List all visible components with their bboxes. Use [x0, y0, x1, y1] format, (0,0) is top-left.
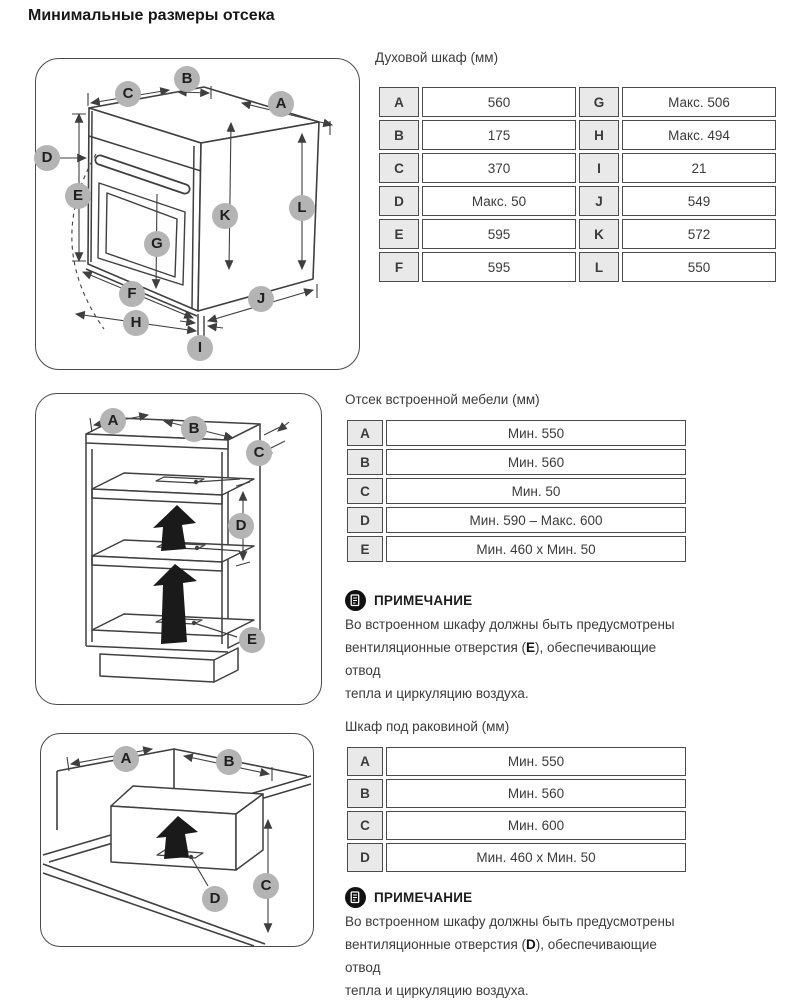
- dim-value-cell: Мин. 550: [386, 747, 686, 776]
- builtin-table-title: Отсек встроенной мебели (мм): [345, 392, 540, 407]
- note-line: вентиляционные отверстия (D), обеспечивающие отвод: [345, 937, 657, 975]
- dim-value-cell: Мин. 590 – Макс. 600: [386, 507, 686, 533]
- oven-table: [376, 84, 779, 285]
- note-heading: ПРИМЕЧАНИЕ: [374, 593, 473, 608]
- dim-label-d: D: [228, 513, 254, 539]
- dim-key-cell: I: [579, 153, 619, 183]
- sink-table: [344, 744, 689, 875]
- dim-label-e: E: [65, 183, 91, 209]
- dim-label-h: H: [123, 310, 149, 336]
- table-row: [347, 811, 686, 840]
- dim-label-j: J: [248, 286, 274, 312]
- dim-value-cell: 595: [422, 252, 576, 282]
- dim-label-c: C: [115, 81, 141, 107]
- dim-value-cell: Мин. 600: [386, 811, 686, 840]
- dim-value-cell: Мин. 560: [386, 779, 686, 808]
- note-line: Во встроенном шкафу должны быть предусмотрены: [345, 617, 675, 632]
- dim-label-c: C: [253, 873, 279, 899]
- dim-key-cell: B: [347, 779, 383, 808]
- table-row: [379, 87, 776, 117]
- dim-key-cell: C: [347, 478, 383, 504]
- dim-label-b: B: [216, 749, 242, 775]
- dim-label-k: K: [212, 203, 238, 229]
- oven-diagram-panel: [35, 58, 360, 370]
- dim-label-d: D: [202, 886, 228, 912]
- table-row: [379, 153, 776, 183]
- dim-value-cell: 21: [622, 153, 776, 183]
- dim-label-f: F: [119, 281, 145, 307]
- dim-value-cell: Мин. 550: [386, 420, 686, 446]
- dim-value-cell: Макс. 50: [422, 186, 576, 216]
- vent-ref: D: [526, 937, 536, 952]
- note-text: [345, 910, 680, 1002]
- dim-key-cell: E: [379, 219, 419, 249]
- dim-key-cell: K: [579, 219, 619, 249]
- dim-label-i: I: [187, 335, 213, 361]
- dim-label-c: C: [246, 440, 272, 466]
- table-row: [379, 120, 776, 150]
- note-heading: ПРИМЕЧАНИЕ: [374, 890, 473, 905]
- dim-value-cell: Макс. 494: [622, 120, 776, 150]
- dim-value-cell: 560: [422, 87, 576, 117]
- builtin-diagram-panel: [35, 393, 322, 705]
- dim-value-cell: Мин. 460 x Мин. 50: [386, 536, 686, 562]
- table-row: [347, 478, 686, 504]
- dim-label-d: D: [34, 145, 60, 171]
- dim-label-g: G: [144, 231, 170, 257]
- dim-label-b: B: [181, 416, 207, 442]
- sink-table-title: Шкаф под раковиной (мм): [345, 719, 510, 734]
- table-row: [347, 420, 686, 446]
- note-line: вентиляционные отверстия (E), обеспечивающие отвод: [345, 640, 657, 678]
- dim-key-cell: E: [347, 536, 383, 562]
- table-row: [347, 843, 686, 872]
- dim-label-a: A: [100, 408, 126, 434]
- dim-key-cell: A: [379, 87, 419, 117]
- note-text: [345, 613, 680, 705]
- dim-value-cell: Мин. 460 x Мин. 50: [386, 843, 686, 872]
- vent-ref: E: [526, 640, 536, 655]
- dim-key-cell: C: [379, 153, 419, 183]
- dim-label-l: L: [289, 195, 315, 221]
- table-row: [379, 219, 776, 249]
- dim-key-cell: L: [579, 252, 619, 282]
- dim-label-a: A: [268, 91, 294, 117]
- dim-key-cell: A: [347, 747, 383, 776]
- dim-key-cell: G: [579, 87, 619, 117]
- dim-key-cell: F: [379, 252, 419, 282]
- dim-key-cell: D: [347, 507, 383, 533]
- dim-value-cell: 595: [422, 219, 576, 249]
- page-title: Минимальные размеры отсека: [28, 7, 275, 24]
- table-row: [379, 252, 776, 282]
- dim-key-cell: B: [347, 449, 383, 475]
- builtin-diagram-drawing: [36, 394, 321, 704]
- table-row: [379, 186, 776, 216]
- oven-table-title: Духовой шкаф (мм): [375, 50, 499, 65]
- dim-label-b: B: [174, 66, 200, 92]
- dim-key-cell: J: [579, 186, 619, 216]
- builtin-table: [344, 417, 689, 565]
- note-line: тепла и циркуляцию воздуха.: [345, 983, 529, 998]
- dim-key-cell: D: [347, 843, 383, 872]
- dim-value-cell: Мин. 560: [386, 449, 686, 475]
- note-icon: [345, 590, 366, 611]
- table-row: [347, 536, 686, 562]
- dim-key-cell: B: [379, 120, 419, 150]
- dim-value-cell: 549: [622, 186, 776, 216]
- note-icon: [345, 887, 366, 908]
- dim-value-cell: 175: [422, 120, 576, 150]
- dim-value-cell: 572: [622, 219, 776, 249]
- dim-key-cell: D: [379, 186, 419, 216]
- sink-diagram-drawing: [41, 734, 313, 946]
- table-row: [347, 747, 686, 776]
- table-row: [347, 507, 686, 533]
- dim-key-cell: H: [579, 120, 619, 150]
- dim-key-cell: A: [347, 420, 383, 446]
- dim-value-cell: Макс. 506: [622, 87, 776, 117]
- note-line: тепла и циркуляцию воздуха.: [345, 686, 529, 701]
- sink-diagram-panel: [40, 733, 314, 947]
- dim-value-cell: 370: [422, 153, 576, 183]
- note-line: Во встроенном шкафу должны быть предусмотрены: [345, 914, 675, 929]
- dim-key-cell: C: [347, 811, 383, 840]
- dim-label-a: A: [113, 746, 139, 772]
- table-row: [347, 449, 686, 475]
- table-row: [347, 779, 686, 808]
- dim-value-cell: Мин. 50: [386, 478, 686, 504]
- dim-value-cell: 550: [622, 252, 776, 282]
- dim-label-e: E: [239, 627, 265, 653]
